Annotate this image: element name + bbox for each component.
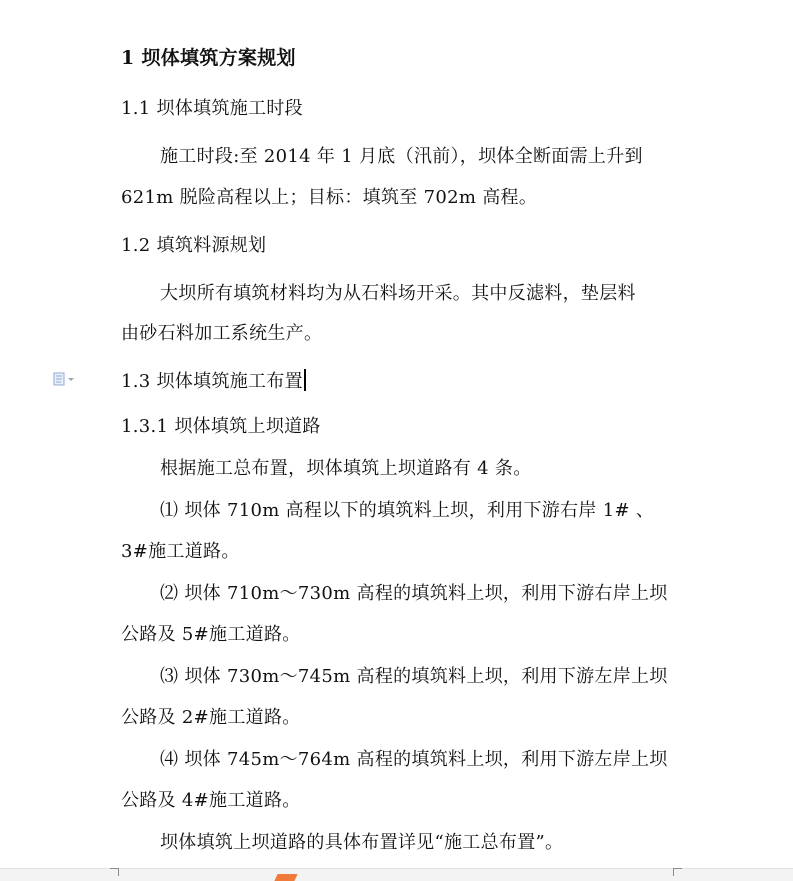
heading-1-2: 1.2 填筑料源规划	[121, 235, 267, 256]
heading-1: 1 坝体填筑方案规划	[121, 47, 296, 69]
list-item-line: ⑷ 坝体 745m～764m 高程的填筑料上坝，利用下游左岸上坝	[160, 749, 668, 770]
paragraph-layout-icon[interactable]	[53, 372, 77, 386]
paragraph-line: 621m 脱险高程以上；目标：填筑至 702m 高程。	[121, 187, 538, 208]
paragraph-line: 由砂石料加工系统生产。	[121, 323, 323, 344]
paragraph-line: 施工时段:至 2014 年 1 月底（汛前），坝体全断面需上升到	[160, 146, 643, 167]
heading-1-3	[121, 369, 306, 394]
margin-corner-mark	[110, 868, 118, 869]
list-item-line: 3#施工道路。	[121, 541, 240, 562]
paragraph-line: 大坝所有填筑材料均为从石料场开采。其中反滤料，垫层料	[160, 283, 636, 304]
heading-1-3-text: 1.3 坝体填筑施工布置	[121, 371, 303, 392]
list-item-line: ⑵ 坝体 710m～730m 高程的填筑料上坝，利用下游右岸上坝	[160, 583, 668, 604]
paragraph-line: 坝体填筑上坝道路的具体布置详见“施工总布置”。	[160, 832, 564, 853]
list-item-line: ⑶ 坝体 730m～745m 高程的填筑料上坝，利用下游左岸上坝	[160, 666, 668, 687]
list-item-line: 公路及 4#施工道路。	[121, 790, 301, 811]
text-cursor	[304, 369, 306, 391]
heading-1-3-1: 1.3.1 坝体填筑上坝道路	[121, 416, 321, 437]
margin-corner-mark	[674, 868, 682, 869]
margin-corner-mark	[673, 868, 674, 876]
margin-corner-mark	[118, 868, 119, 876]
page-marker	[274, 874, 297, 881]
heading-1-1: 1.1 坝体填筑施工时段	[121, 98, 303, 119]
list-item-line: 公路及 2#施工道路。	[121, 707, 301, 728]
list-item-line: ⑴ 坝体 710m 高程以下的填筑料上坝，利用下游右岸 1# 、	[160, 500, 655, 521]
paragraph-line: 根据施工总布置，坝体填筑上坝道路有 4 条。	[160, 458, 532, 479]
list-item-line: 公路及 5#施工道路。	[121, 624, 301, 645]
